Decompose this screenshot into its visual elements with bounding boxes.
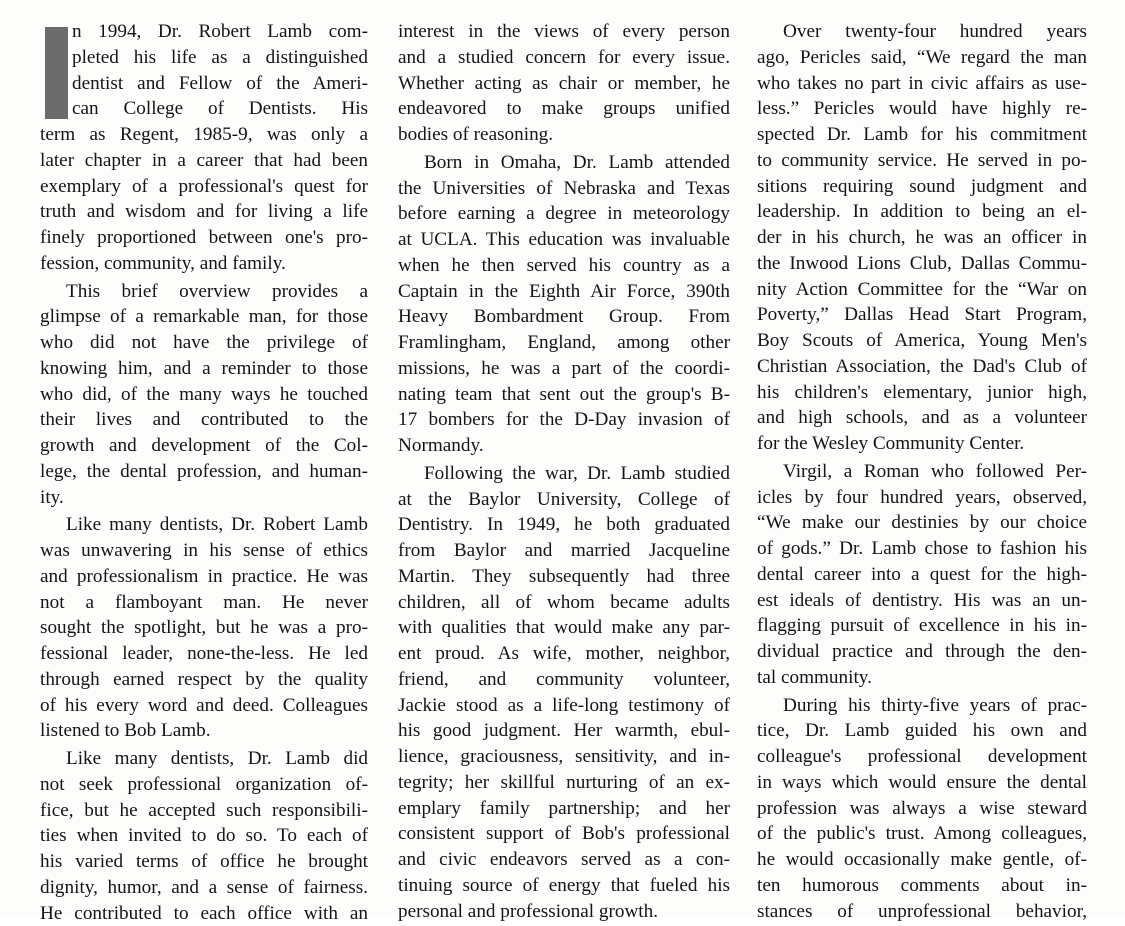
text-line: was unwavering in his sense of ethics (40, 538, 368, 564)
text-line: Whether acting as chair or member, he (398, 71, 730, 97)
text-line: less.” Pericles would have highly re- (757, 96, 1087, 122)
text-line: term as Regent, 1985-9, was only a (40, 122, 368, 148)
text-line: Like many dentists, Dr. Robert Lamb (40, 512, 368, 538)
text-line: lege, the dental profession, and human- (40, 459, 368, 485)
text-line: of the public's trust. Among colleagues, (757, 821, 1087, 847)
text-line: dentist and Fellow of the Ameri- (40, 71, 368, 97)
text-line: personal and professional growth. (398, 899, 730, 925)
text-line: listened to Bob Lamb. (40, 718, 368, 744)
text-line: Christian Association, the Dad's Club of (757, 354, 1087, 380)
text-line: who did, of the many ways he touched (40, 382, 368, 408)
text-line: Following the war, Dr. Lamb studied (398, 461, 730, 487)
text-line: of his every word and deed. Colleagues (40, 693, 368, 719)
paragraph (398, 150, 730, 459)
text-line: at the Baylor University, College of (398, 487, 730, 513)
text-line: and a studied concern for every issue. (398, 45, 730, 71)
text-line: Boy Scouts of America, Young Men's (757, 328, 1087, 354)
text-line: Normandy. (398, 433, 730, 459)
text-line: fessional leader, none-the-less. He led (40, 641, 368, 667)
text-line: ten humorous comments about in- (757, 873, 1087, 899)
text-line: flagging pursuit of excellence in his in- (757, 613, 1087, 639)
text-line: Framlingham, England, among other (398, 330, 730, 356)
text-line: for the Wesley Community Center. (757, 431, 1087, 457)
text-line: leadership. In addition to being an el- (757, 199, 1087, 225)
text-line: interest in the views of every person (398, 19, 730, 45)
text-line: der in his church, he was an officer in (757, 225, 1087, 251)
text-line: with qualities that would make any par- (398, 615, 730, 641)
text-line: in ways which would ensure the dental (757, 770, 1087, 796)
text-line: at UCLA. This education was invaluable (398, 227, 730, 253)
text-line: children, all of whom became adults (398, 590, 730, 616)
text-line: fession, community, and family. (40, 251, 368, 277)
text-line: Heavy Bombardment Group. From (398, 304, 730, 330)
text-line: Captain in the Eighth Air Force, 390th (398, 279, 730, 305)
text-line: and high schools, and as a volunteer (757, 405, 1087, 431)
text-line: through earned respect by the quality (40, 667, 368, 693)
text-line: sitions requiring sound judgment and (757, 174, 1087, 200)
text-line: bodies of reasoning. (398, 122, 730, 148)
text-line: when he then served his country as a (398, 253, 730, 279)
text-line: his children's elementary, junior high, (757, 380, 1087, 406)
text-line: dividual practice and through the den- (757, 639, 1087, 665)
text-line: finely proportioned between one's pro- (40, 225, 368, 251)
text-line: later chapter in a career that had been (40, 148, 368, 174)
text-line: of gods.” Dr. Lamb chose to fashion his (757, 536, 1087, 562)
text-line: nity Action Committee for the “War on (757, 277, 1087, 303)
text-line: He contributed to each office with an (40, 901, 368, 926)
text-line: Over twenty-four hundred years (757, 19, 1087, 45)
text-line: truth and wisdom and for living a life (40, 199, 368, 225)
paragraph (757, 459, 1087, 691)
text-line: not a flamboyant man. He never (40, 590, 368, 616)
paragraph (40, 512, 368, 744)
text-line: ity. (40, 485, 368, 511)
text-line: their lives and contributed to the (40, 407, 368, 433)
column-2 (398, 19, 730, 924)
text-line: tegrity; her skillful nurturing of an ex- (398, 770, 730, 796)
text-line: This brief overview provides a (40, 279, 368, 305)
text-line: before earning a degree in meteorology (398, 201, 730, 227)
text-line: Martin. They subsequently had three (398, 564, 730, 590)
paragraph (757, 693, 1087, 925)
text-line: lience, graciousness, sensitivity, and in- (398, 744, 730, 770)
text-line: tal community. (757, 665, 1087, 691)
text-line: stances of unprofessional behavior, (757, 899, 1087, 925)
text-line: the Inwood Lions Club, Dallas Commu- (757, 251, 1087, 277)
text-line: Like many dentists, Dr. Lamb did (40, 746, 368, 772)
text-line: not seek professional organization of- (40, 772, 368, 798)
text-line: he would occasionally make gentle, of- (757, 847, 1087, 873)
text-line: can College of Dentists. His (40, 96, 368, 122)
paragraph (757, 19, 1087, 457)
text-line: colleague's professional development (757, 744, 1087, 770)
text-line: consistent support of Bob's professional (398, 821, 730, 847)
text-line: from Baylor and married Jacqueline (398, 538, 730, 564)
text-line: sought the spotlight, but he was a pro- (40, 615, 368, 641)
text-line: Jackie stood as a life-long testimony of (398, 693, 730, 719)
text-line: Dentistry. In 1949, he both graduated (398, 512, 730, 538)
text-line: his varied terms of office he brought (40, 849, 368, 875)
text-line: who did not have the privilege of (40, 330, 368, 356)
text-line: Virgil, a Roman who followed Per- (757, 459, 1087, 485)
text-line: 17 bombers for the D-Day invasion of (398, 407, 730, 433)
text-line: Born in Omaha, Dr. Lamb attended (398, 150, 730, 176)
text-line: ties when invited to do so. To each of (40, 823, 368, 849)
text-line: the Universities of Nebraska and Texas (398, 176, 730, 202)
text-line: tice, Dr. Lamb guided his own and (757, 718, 1087, 744)
text-line: profession was always a wise steward (757, 796, 1087, 822)
text-line: spected Dr. Lamb for his commitment (757, 122, 1087, 148)
text-line: knowing him, and a reminder to those (40, 356, 368, 382)
text-line: to community service. He served in po- (757, 148, 1087, 174)
text-line: est ideals of dentistry. His was an un- (757, 588, 1087, 614)
paragraph (398, 19, 730, 148)
text-line: ent proud. As wife, mother, neighbor, (398, 641, 730, 667)
paragraph (398, 461, 730, 925)
text-line: who takes no part in civic affairs as use- (757, 71, 1087, 97)
text-line: ago, Pericles said, “We regard the man (757, 45, 1087, 71)
text-line: fice, but he accepted such responsibili- (40, 798, 368, 824)
paragraph (40, 279, 368, 511)
text-line: friend, and community volunteer, (398, 667, 730, 693)
paragraph (40, 19, 368, 277)
paragraph (40, 746, 368, 926)
text-line: and civic endeavors served as a con- (398, 847, 730, 873)
text-line: emplary family partnership; and her (398, 796, 730, 822)
text-line: dignity, humor, and a sense of fairness. (40, 875, 368, 901)
text-line: “We make our destinies by our choice (757, 510, 1087, 536)
text-line: growth and development of the Col- (40, 433, 368, 459)
text-line: tinuing source of energy that fueled his (398, 873, 730, 899)
text-line: and professionalism in practice. He was (40, 564, 368, 590)
text-line: Poverty,” Dallas Head Start Program, (757, 302, 1087, 328)
text-line: During his thirty-five years of prac- (757, 693, 1087, 719)
text-line: exemplary of a professional's quest for (40, 174, 368, 200)
text-line: pleted his life as a distinguished (40, 45, 368, 71)
column-3 (757, 19, 1087, 924)
column-1 (40, 19, 368, 926)
text-line: icles by four hundred years, observed, (757, 485, 1087, 511)
text-line: glimpse of a remarkable man, for those (40, 304, 368, 330)
text-line: dental career into a quest for the high- (757, 562, 1087, 588)
text-line: n 1994, Dr. Robert Lamb com- (40, 19, 368, 45)
text-line: his good judgment. Her warmth, ebul- (398, 718, 730, 744)
text-line: endeavored to make groups unified (398, 96, 730, 122)
text-line: nating team that sent out the group's B- (398, 382, 730, 408)
text-line: missions, he was a part of the coordi- (398, 356, 730, 382)
